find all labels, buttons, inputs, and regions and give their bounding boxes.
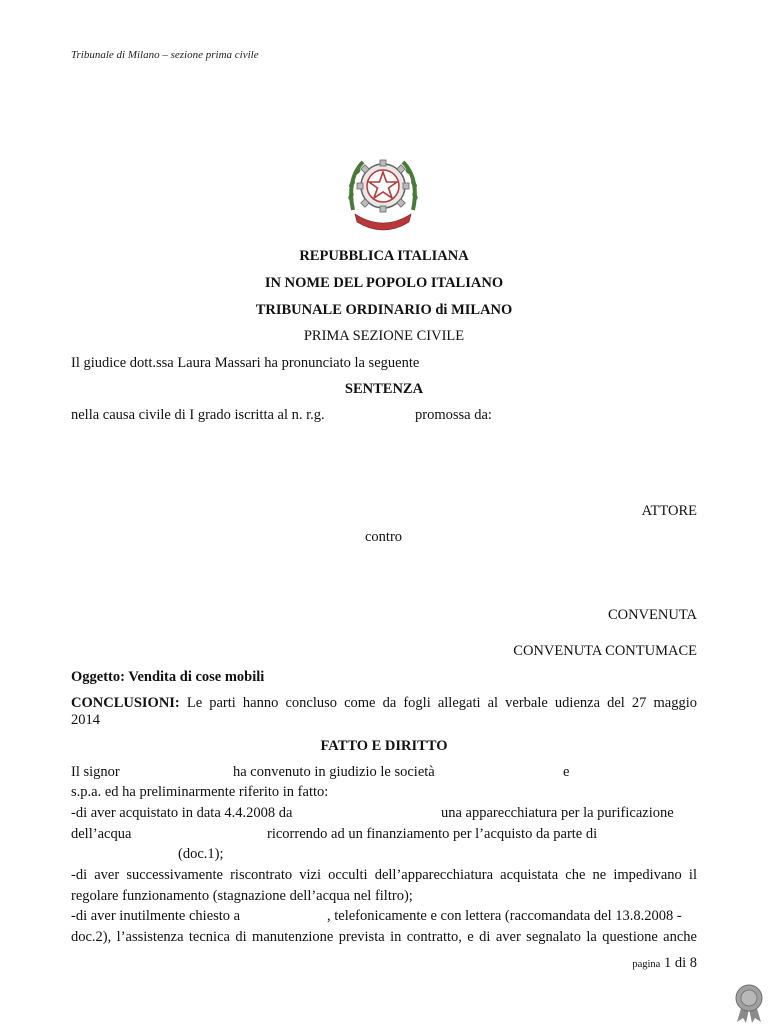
- body-line5: (doc.1);: [178, 846, 224, 862]
- body-line6: -di aver successivamente riscontrato vizi occulti dell’apparecchiatura acquistata che ne impedivano il: [71, 867, 697, 883]
- cause-line-a: nella causa civile di I grado iscritta al n. r.g.: [71, 407, 325, 423]
- italian-republic-emblem: [345, 152, 421, 232]
- body-line4-b: ricorrendo ad un finanziamento per l’acquisto da parte di: [267, 826, 598, 842]
- title-repubblica: REPUBBLICA ITALIANA: [299, 248, 469, 264]
- cause-line-b: promossa da:: [415, 407, 492, 423]
- page-count: 1 di 8: [663, 955, 697, 971]
- title-tribunale: TRIBUNALE ORDINARIO di MILANO: [255, 302, 513, 318]
- conclusioni-line2: 2014: [71, 712, 100, 728]
- body-line1-c: e: [563, 764, 570, 780]
- award-ribbon-icon[interactable]: [733, 983, 765, 1023]
- body-line1-b: ha convenuto in giudizio le società: [233, 764, 435, 780]
- party-convenuta-contumace: CONVENUTA CONTUMACE: [513, 643, 697, 659]
- body-line4-a: dell’acqua: [71, 826, 132, 842]
- body-line9: doc.2), l’assistenza tecnica di manutenzione prevista in contratto, e di aver segnalato la questione anche: [71, 929, 697, 945]
- body-line2: s.p.a. ed ha preliminarmente riferito in fatto:: [71, 784, 329, 800]
- title-sezione: PRIMA SEZIONE CIVILE: [303, 328, 465, 344]
- page-word: pagina: [632, 959, 661, 970]
- party-attore: ATTORE: [641, 503, 697, 519]
- body-line7: regolare funzionamento (stagnazione dell’acqua nel filtro);: [71, 888, 413, 904]
- body-line8-b: , telefonicamente e con lettera (raccomandata del 13.8.2008 -: [327, 908, 682, 924]
- body-line1-a: Il signor: [71, 764, 120, 780]
- running-head: Tribunale di Milano – sezione prima civile: [71, 49, 259, 61]
- party-contro: contro: [365, 529, 403, 545]
- body-line8-a: -di aver inutilmente chiesto a: [71, 908, 241, 924]
- body-line3-a: -di aver acquistato in data 4.4.2008 da: [71, 805, 293, 821]
- oggetto: Oggetto: Vendita di cose mobili: [71, 669, 265, 685]
- conclusioni-text: Le parti hanno concluso come da fogli allegati al verbale udienza del 27 maggio: [186, 695, 697, 711]
- page-number: [632, 955, 697, 972]
- sentenza-heading: SENTENZA: [344, 381, 424, 397]
- conclusioni-label: CONCLUSIONI:: [71, 695, 180, 711]
- body-line3-b: una apparecchiatura per la purificazione: [441, 805, 674, 821]
- title-popolo: IN NOME DEL POPOLO ITALIANO: [264, 275, 504, 291]
- party-convenuta: CONVENUTA: [607, 607, 697, 623]
- fatto-diritto-heading: FATTO E DIRITTO: [320, 738, 448, 754]
- judge-line: Il giudice dott.ssa Laura Massari ha pronunciato la seguente: [71, 355, 420, 371]
- conclusioni-line1: [71, 695, 697, 712]
